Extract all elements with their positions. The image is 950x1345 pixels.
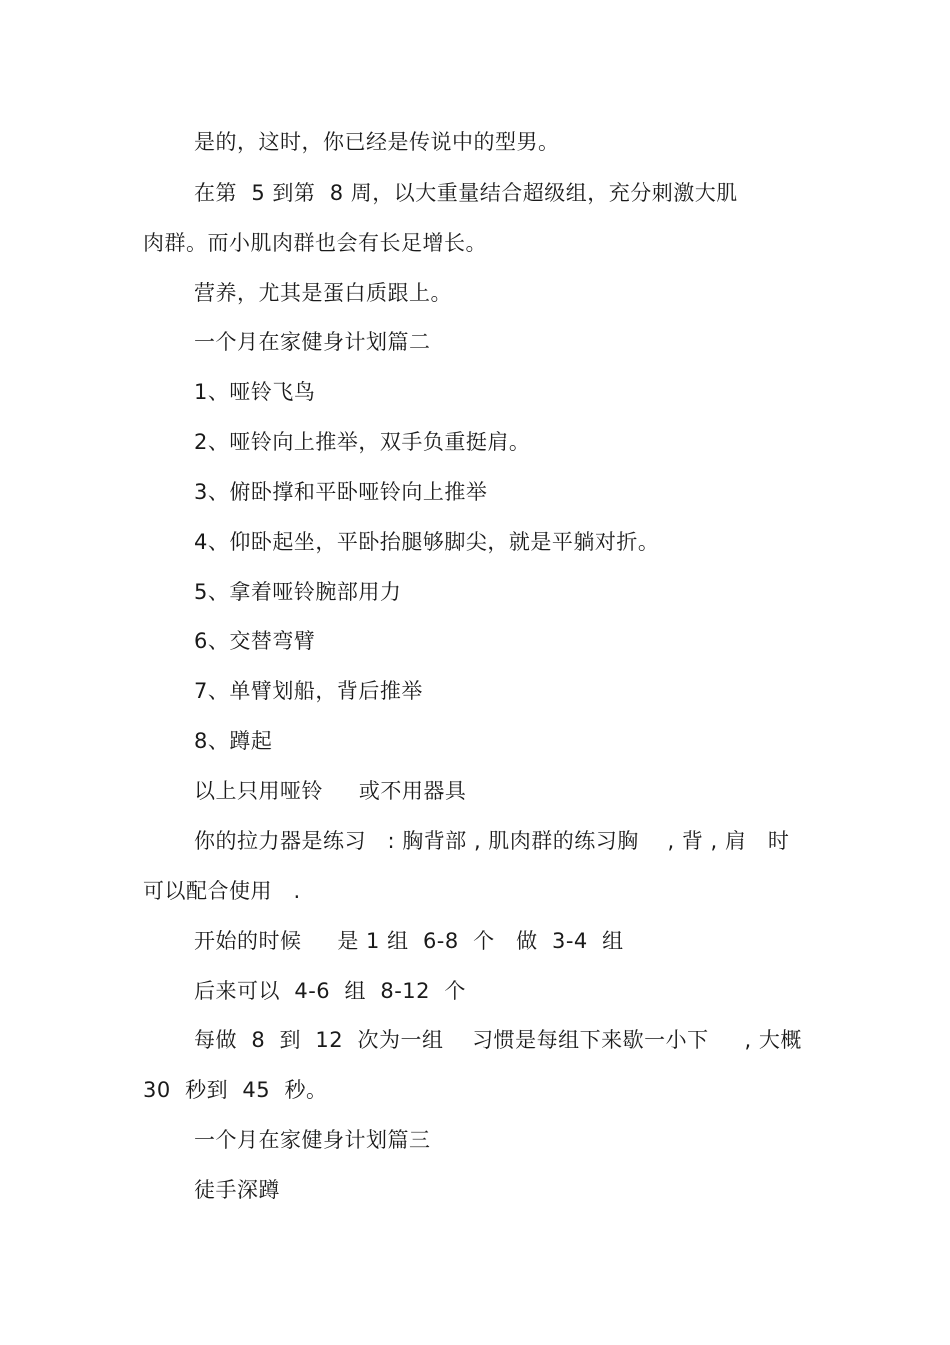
paragraph-line-equipment: 以上只用哑铃 或不用器具 bbox=[194, 779, 467, 803]
paragraph-line-expander-2: 可以配合使用 . bbox=[143, 879, 301, 903]
list-item-2: 2、哑铃向上推举，双手负重挺肩。 bbox=[194, 430, 531, 454]
paragraph-line-2: 在第 5 到第 8 周，以大重量结合超级组，充分刺激大肌 bbox=[194, 181, 738, 205]
paragraph-line-rest-2: 30 秒到 45 秒。 bbox=[143, 1078, 328, 1102]
paragraph-line-expander-1: 你的拉力器是练习 : 胸背部 , 肌肉群的练习胸 , 背 , 肩 时 bbox=[194, 829, 790, 853]
section-heading-plan-2: 一个月在家健身计划篇二 bbox=[194, 330, 431, 354]
list-item-7: 7、单臂划船，背后推举 bbox=[194, 679, 423, 703]
paragraph-line-squat: 徒手深蹲 bbox=[194, 1178, 280, 1202]
list-item-1: 1、哑铃飞鸟 bbox=[194, 380, 316, 404]
list-item-8: 8、蹲起 bbox=[194, 729, 273, 753]
paragraph-line-4: 营养，尤其是蛋白质跟上。 bbox=[194, 281, 452, 305]
paragraph-line-3: 肉群。而小肌肉群也会有长足增长。 bbox=[143, 231, 487, 255]
list-item-5: 5、拿着哑铃腕部用力 bbox=[194, 580, 402, 604]
paragraph-line-sets-later: 后来可以 4-6 组 8-12 个 bbox=[194, 979, 466, 1003]
list-item-4: 4、仰卧起坐，平卧抬腿够脚尖，就是平躺对折。 bbox=[194, 530, 660, 554]
section-heading-plan-3: 一个月在家健身计划篇三 bbox=[194, 1128, 431, 1152]
list-item-6: 6、交替弯臂 bbox=[194, 629, 316, 653]
paragraph-line-sets-start: 开始的时候 是 1 组 6-8 个 做 3-4 组 bbox=[194, 929, 624, 953]
list-item-3: 3、俯卧撑和平卧哑铃向上推举 bbox=[194, 480, 488, 504]
paragraph-line-1: 是的，这时，你已经是传说中的型男。 bbox=[194, 130, 560, 154]
paragraph-line-rest-1: 每做 8 到 12 次为一组 习惯是每组下来歇一小下 , 大概 bbox=[194, 1028, 802, 1052]
